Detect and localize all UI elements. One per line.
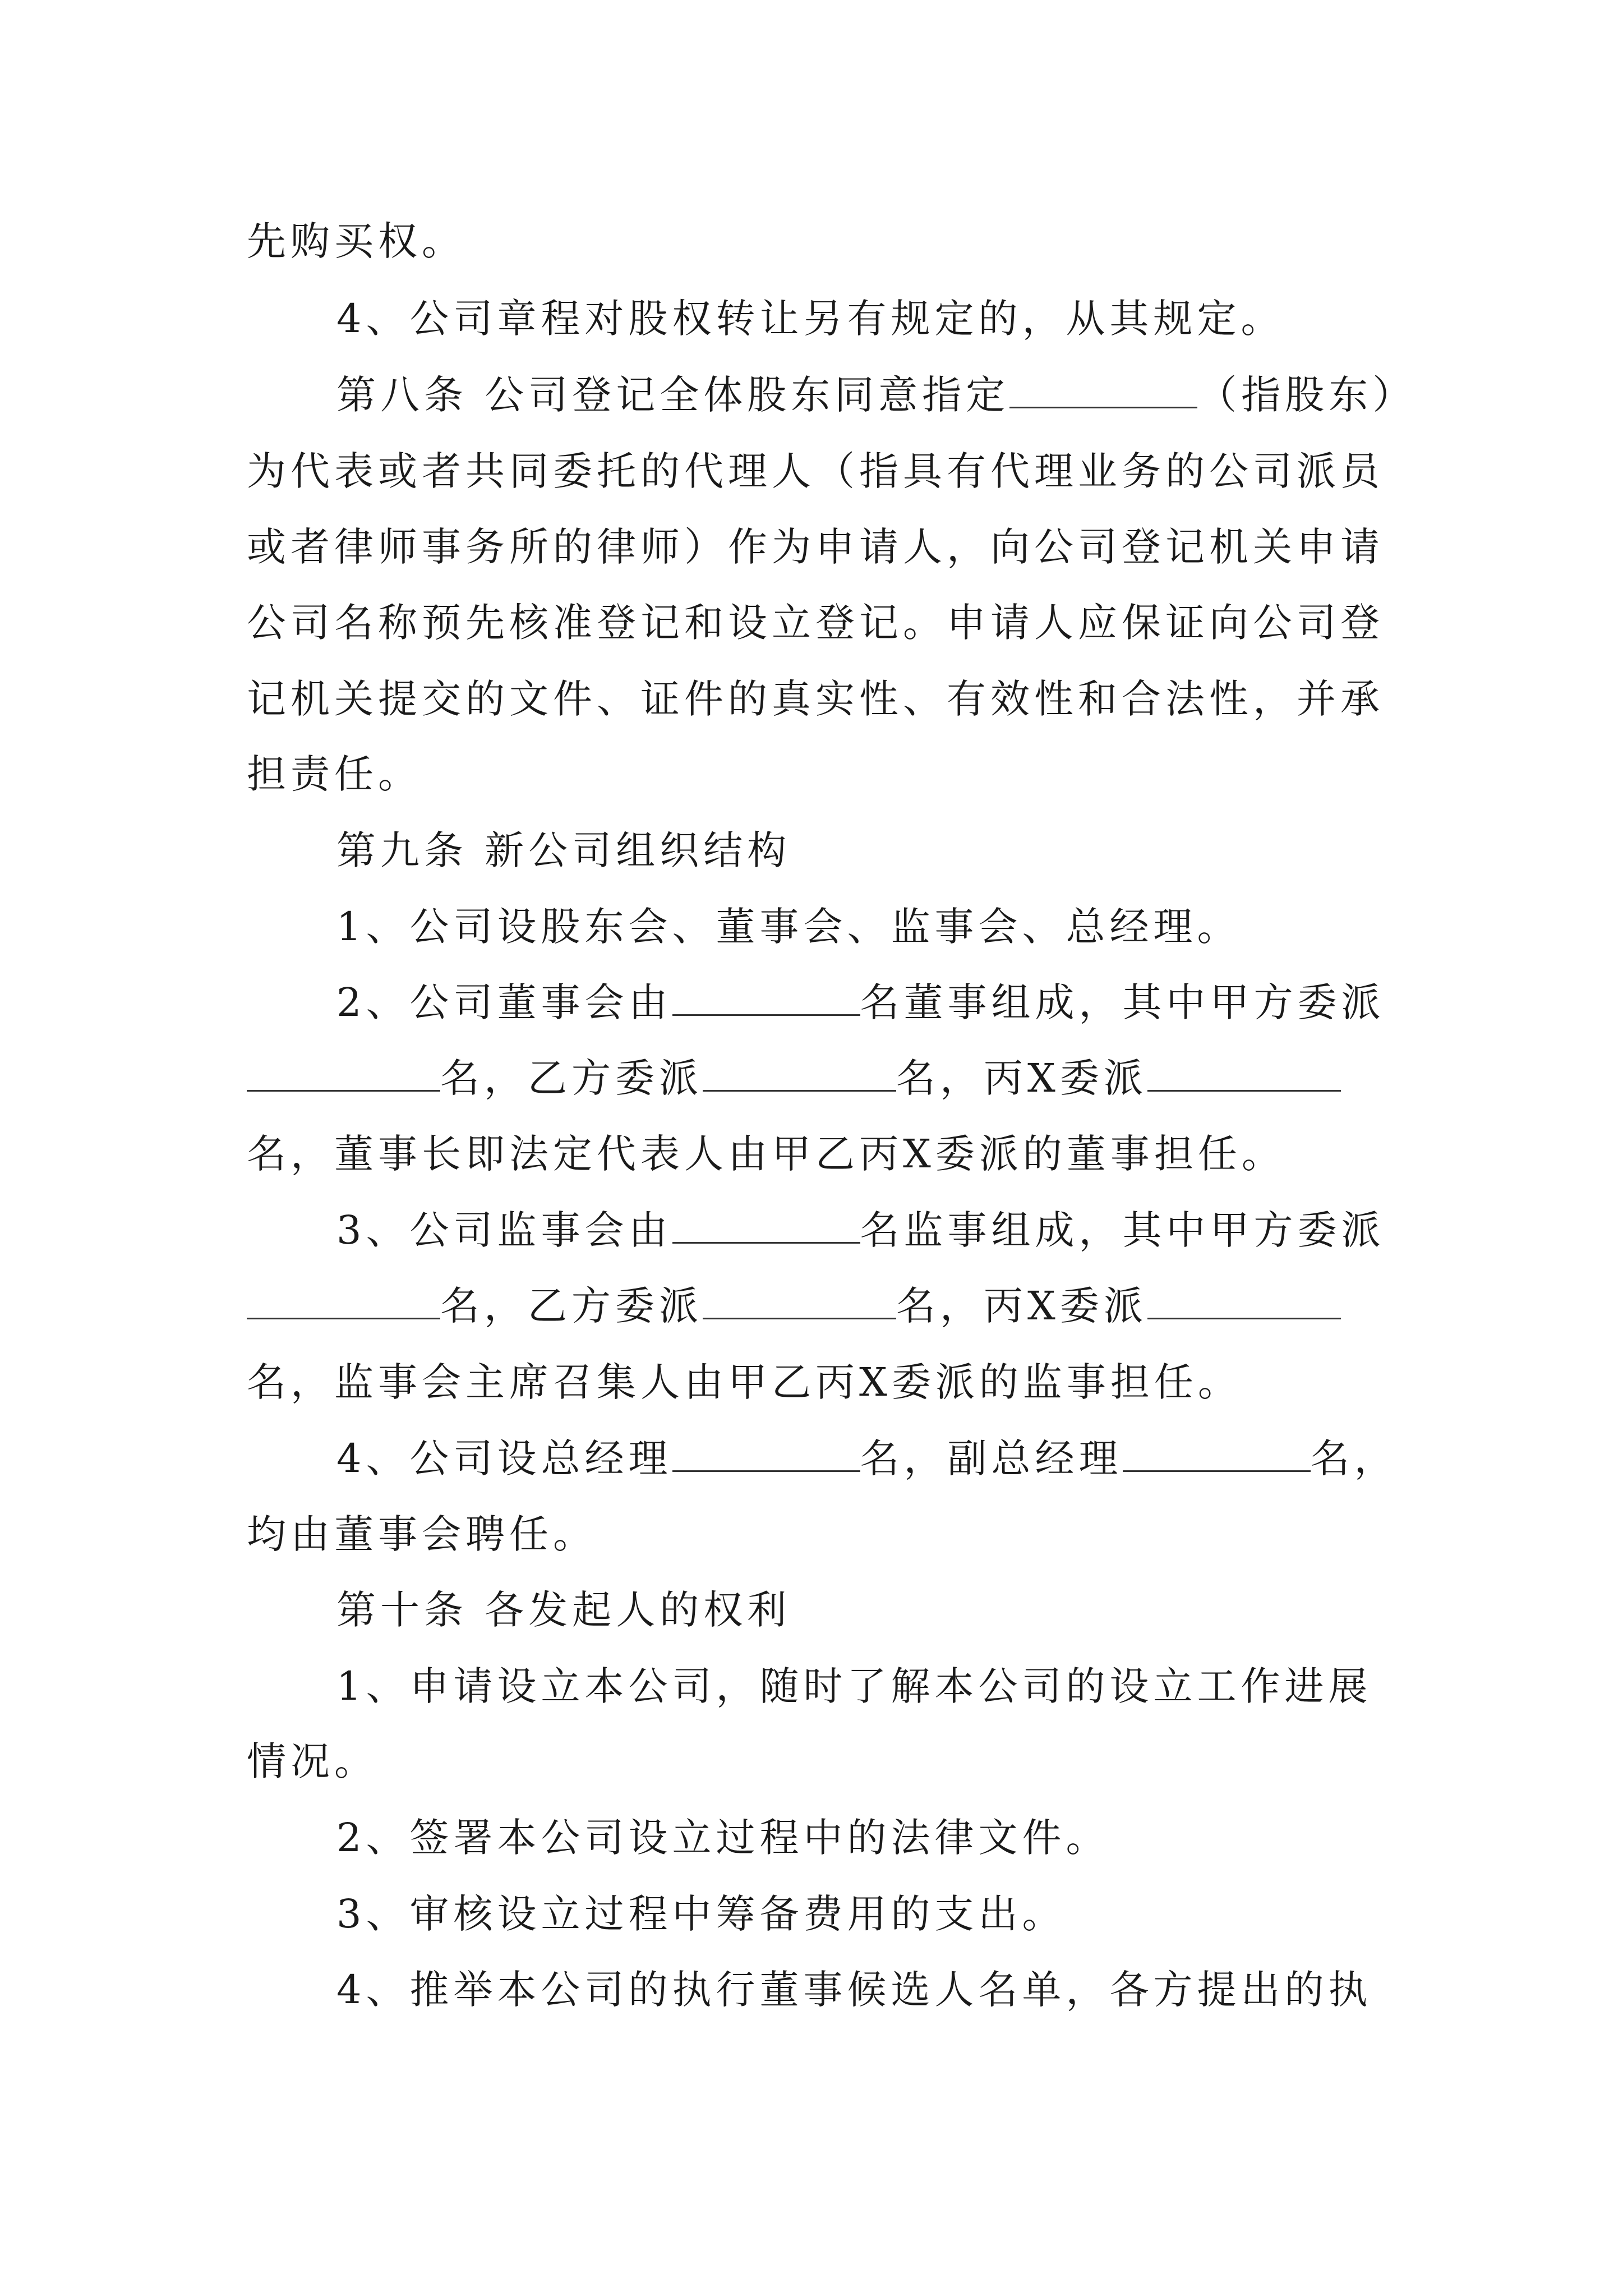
text-segment: 名，副总经理 [860,1435,1123,1481]
text-line: 3、审核设立过程中筹备费用的支出。 [336,1891,1066,1937]
text-segment: 第八条 公司登记全体股东同意指定 [336,372,1010,418]
text-segment: 名监事组成，其中甲方委派 [860,1207,1385,1253]
text-segment: 2、公司董事会由 [336,979,672,1025]
text-segment: 名，丙X委派 [896,1055,1147,1101]
text-line: 2、签署本公司设立过程中的法律文件。 [336,1815,1110,1861]
text-line [336,1197,1385,1264]
text-line: 担责任。 [247,751,422,797]
text-segment: 名，丙X委派 [896,1283,1147,1329]
fill-in-blank[interactable] [247,1053,440,1092]
text-segment: 4、公司设总经理 [336,1435,672,1481]
fill-in-blank[interactable] [1009,370,1197,408]
text-line [336,969,1385,1036]
fill-in-blank[interactable] [1147,1053,1341,1092]
fill-in-blank[interactable] [672,1205,860,1244]
text-segment: 名， [1310,1435,1398,1481]
article-9-heading: 第九条 新公司组织结构 [336,827,791,873]
text-line: 均由董事会聘任。 [247,1511,597,1557]
article-8-heading-line [336,361,1416,429]
text-line: 1、申请设立本公司，随时了解本公司的设立工作进展 [336,1663,1372,1709]
text-line [336,1425,1398,1492]
text-line: 或者律师事务所的律师）作为申请人，向公司登记机关申请 [247,524,1384,570]
text-segment: （指股东） [1197,372,1417,418]
text-segment: 名，乙方委派 [440,1283,703,1329]
text-segment: 名，乙方委派 [440,1055,703,1101]
text-line: 记机关提交的文件、证件的真实性、有效性和合法性，并承 [247,676,1384,722]
fill-in-blank[interactable] [703,1053,896,1092]
text-line: 名，董事长即法定代表人由甲乙丙X委派的董事担任。 [247,1131,1285,1177]
fill-in-blank[interactable] [672,977,860,1016]
text-line: 4、推举本公司的执行董事候选人名单，各方提出的执 [336,1967,1372,2013]
fill-in-blank[interactable] [672,1433,860,1472]
text-line: 公司名称预先核准登记和设立登记。申请人应保证向公司登 [247,600,1384,646]
text-line: 名，监事会主席召集人由甲乙丙X委派的监事担任。 [247,1359,1242,1405]
text-line: 4、公司章程对股权转让另有规定的，从其规定。 [336,296,1285,342]
text-line: 情况。 [247,1738,378,1784]
text-line: 为代表或者共同委托的代理人（指具有代理业务的公司派员 [247,448,1384,494]
text-line [247,1272,1341,1340]
text-segment: 名董事组成，其中甲方委派 [860,979,1385,1025]
fill-in-blank[interactable] [1123,1433,1311,1472]
article-10-heading: 第十条 各发起人的权利 [336,1587,791,1633]
text-line [247,1045,1341,1112]
fill-in-blank[interactable] [1147,1281,1341,1319]
text-line: 先购买权。 [247,218,465,264]
fill-in-blank[interactable] [703,1281,896,1319]
fill-in-blank[interactable] [247,1281,440,1319]
text-line: 1、公司设股东会、董事会、监事会、总经理。 [336,904,1241,950]
text-segment: 3、公司监事会由 [336,1207,672,1253]
